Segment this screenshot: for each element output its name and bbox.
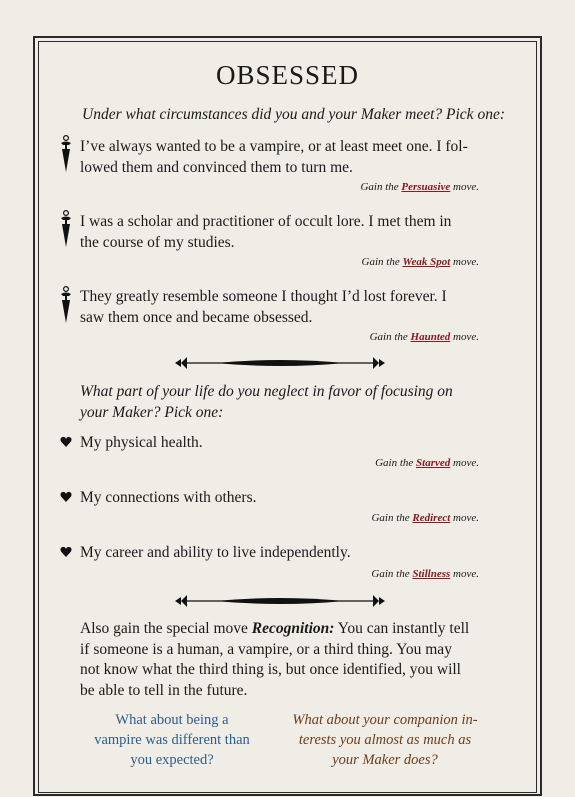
move-starved-link[interactable]: Starved (416, 457, 451, 469)
move-stillness-link[interactable]: Stillness (412, 568, 451, 580)
move-weak-spot-link[interactable]: Weak Spot (402, 256, 451, 268)
dagger-icon (59, 135, 73, 173)
special-prefix: Also gain the special move (80, 620, 252, 637)
gain-prefix: Gain the (375, 457, 417, 469)
option-line: the course of my studies. (80, 234, 235, 251)
footer-line: your Maker does? (332, 752, 438, 768)
gain-prefix: Gain the (361, 256, 403, 268)
move-redirect-link[interactable]: Redirect (412, 512, 451, 524)
gain-starved (375, 457, 479, 469)
gain-suffix: move. (450, 512, 479, 524)
gain-persuasive (360, 181, 479, 193)
gain-suffix: move. (450, 181, 479, 193)
gain-prefix: Gain the (371, 568, 413, 580)
ornamental-divider (175, 355, 385, 371)
gain-redirect (371, 512, 479, 524)
special-line: not know what the third thing is, but once identified, you will (80, 661, 461, 678)
gain-weak-spot (362, 256, 479, 268)
option-neglect-1: My physical health. (80, 434, 203, 451)
gain-prefix: Gain the (369, 331, 411, 343)
option-meet-3 (80, 286, 478, 328)
special-line: if someone is a human, a vampire, or a third thing. You may (80, 640, 452, 658)
heart-icon (60, 491, 72, 503)
footer-line: you expected? (130, 752, 214, 768)
option-line: They greatly resemble someone I thought I’d lost forever. I (80, 288, 447, 305)
question-line: What part of your life do you neglect in favor of focusing on (80, 383, 453, 400)
gain-suffix: move. (450, 457, 479, 469)
dagger-icon (59, 210, 73, 248)
special-move-name: Recognition: (251, 620, 335, 637)
footer-line: vampire was different than (94, 732, 250, 748)
move-haunted-link[interactable]: Haunted (410, 331, 451, 343)
option-neglect-3: My career and ability to live independently. (80, 544, 351, 561)
bottom-rule (33, 794, 542, 795)
question-meet: Under what circumstances did you and your Maker meet? Pick one: (82, 106, 505, 123)
gain-suffix: move. (450, 331, 479, 343)
special-line: You can instantly tell (334, 620, 470, 637)
gain-suffix: move. (450, 568, 479, 580)
footer-line: What about being a (115, 712, 229, 728)
special-line: be able to tell in the future. (80, 681, 248, 699)
option-line: lowed them and convinced them to turn me. (80, 159, 353, 176)
footer-line: terests you almost as much as (298, 732, 472, 748)
question-line: your Maker? Pick one: (80, 404, 224, 421)
question-neglect (80, 381, 453, 423)
gain-stillness (371, 568, 479, 580)
footer-question-right (285, 710, 485, 770)
page-title: OBSESSED (215, 60, 360, 90)
footer-question-left (82, 710, 262, 770)
option-line: I’ve always wanted to be a vampire, or at least meet one. I fol- (80, 138, 468, 155)
heart-icon (60, 546, 72, 558)
option-meet-2 (80, 211, 478, 253)
gain-prefix: Gain the (371, 512, 413, 524)
option-line: I was a scholar and practitioner of occult lore. I met them in (80, 213, 452, 230)
gain-suffix: move. (450, 256, 479, 268)
ornamental-divider (175, 593, 385, 609)
gain-haunted (370, 331, 479, 343)
footer-line: What about your companion in- (292, 712, 478, 728)
move-persuasive-link[interactable]: Persuasive (401, 181, 451, 193)
option-neglect-2: My connections with others. (80, 489, 257, 506)
option-meet-1 (80, 136, 478, 178)
dagger-icon (59, 286, 73, 324)
option-line: saw them once and became obsessed. (80, 309, 313, 326)
heart-icon (60, 436, 72, 448)
gain-prefix: Gain the (360, 181, 402, 193)
special-move-paragraph (80, 619, 478, 701)
